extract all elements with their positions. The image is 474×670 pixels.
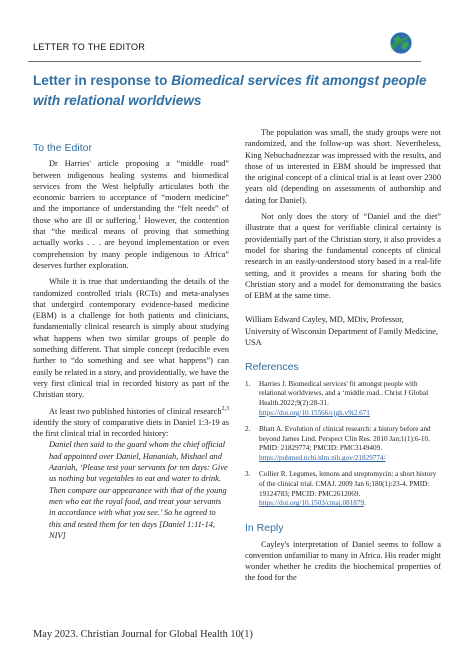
paragraph-text: However, the contention that “the medical means of proving that something actually works . . . are beyond implementation or even comprehension by many people indigenous to Africa” deserves further exploration. [33, 215, 229, 270]
author-signature: William Edward Cayley, MD, MDiv, Professor, University of Wisconsin Department of Family Medicine, USA [245, 315, 439, 348]
paragraph: Cayley's interpretation of Daniel seems to follow a convention unfamiliar to many in Africa. His reader might wonder whether he credits the biochemical properties of the food for the [245, 539, 441, 583]
reference-trailing-period: . [364, 499, 366, 508]
article-title [33, 71, 428, 111]
paragraph-text: At least two published histories of clinical research [49, 406, 222, 416]
reference-item [245, 425, 441, 464]
reference-link[interactable]: https://doi.org/10.15566/cjgh.v9i2.671 [259, 409, 370, 418]
paragraph: Not only does the story of “Daniel and the diet” illustrate that a quest for verifiable clinical certainty is providentially part of the Christian story, it also provides a model for sharing the fundamental concepts of clinical research in an easily-understood story based in a real-life setting, and it provides a means for sharing both the Christian story and a model for demonstrating the basics of EBM at the same time. [245, 212, 441, 301]
to-the-editor-heading: To the Editor [33, 142, 92, 154]
reference-text: Harries J. Biomedical services' fit amongst people with relational worldviews, and a ‘middle road.. Christ J Global Health.2022;9(2):28-31. [259, 379, 429, 408]
page-footer: May 2023. Christian Journal for Global Health 10(1) [33, 629, 253, 640]
in-reply-heading: In Reply [245, 522, 284, 535]
paragraph [33, 158, 229, 271]
title-italic: Biomedical services fit amongst people with relational worldviews [33, 73, 427, 108]
left-column [33, 143, 229, 541]
reference-link[interactable]: https://doi.org/10.1503/cmaj.081879 [259, 499, 365, 508]
citation-superscript: 2,3 [221, 405, 229, 412]
right-column [245, 127, 441, 584]
reference-text: Collier R. Legumes, lemons and streptomycin: a short history of the clinical trial. CMAJ. 2009 Jan 6;180(1):23-4. PMID: 19124783; PMCID: PMC2612069. [259, 470, 437, 498]
block-quote: Daniel then said to the guard whom the chief official had appointed over Daniel, Hananiah, Mishael and Azariah, ‘Please test your servants for ten days: Give us nothing but vegetables to eat and water to drink. Then compare our appearance with that of the young men who eat the royal food, and treat your servants in accordance with what you see.’ So he agreed to this and tested them for ten days [Daniel 1:11-14, NIV] [49, 440, 228, 540]
reference-number: 1. [245, 379, 251, 388]
citation-superscript: 1 [138, 215, 142, 221]
header-divider [28, 61, 421, 62]
reference-link[interactable]: https://pubmed.ncbi.nlm.nih.gov/21829774/ [259, 454, 386, 463]
reference-text: Bhatt A. Evolution of clinical research: a history before and beyond James Lind. Perspect Clin Res. 2010 Jan;1(1):6-10. PMID: 21829774; PMCID: PMC3149409. [259, 424, 431, 453]
reference-item [245, 380, 441, 419]
paragraph-text: identify the story of comparative diets in Daniel 1:3-19 as the first clinical trial in recorded history: [33, 417, 229, 439]
paragraph [33, 406, 229, 440]
references-list [245, 380, 441, 510]
journal-logo-icon [388, 30, 414, 56]
section-label: LETTER TO THE EDITOR [33, 42, 146, 52]
paragraph: The population was small, the study groups were not randomized, and the follow-up was short. Nevertheless, King Nebuchadnezzar was impressed with the results, and those of us interested in EBM should be impressed that the original concept of a clinical trial is at least over 2300 years old (depending on assessments of authorship and dating for Daniel). [245, 128, 441, 205]
reference-item [245, 470, 441, 509]
reference-number: 3. [245, 470, 251, 479]
paragraph-text: Dr Harries' article proposing a “middle road” between indigenous healing systems and biomedical services from the West helpfully articulates both the economic barriers to acceptance of “modern medicine” and the importance of understanding the “felt needs” of those who are ill or suffering. [33, 159, 229, 225]
title-prefix: Letter in response to [33, 73, 172, 88]
paragraph: While it is true that understanding the details of the randomized controlled trials (RCTs) and meta-analyses that undergird contemporary evidence-based medicine (EBM) is a challenge for both patients and clinicians, fundamentally clinical research is simply about studying what happens when two similar groups of people do something different. That simple concept (reducible even further to “do something and see what happens”) can easily be related in a story, and providentially, we have the very first clinical trial in recorded history as part of the Christian story. [33, 277, 229, 400]
references-heading: References [245, 361, 299, 374]
reference-number: 2. [245, 424, 251, 433]
